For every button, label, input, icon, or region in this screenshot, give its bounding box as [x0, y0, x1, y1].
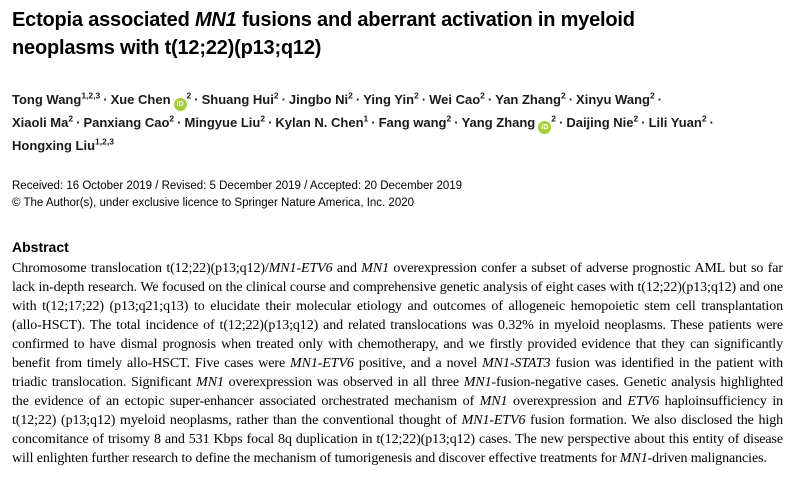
author [184, 115, 265, 130]
author [379, 115, 452, 130]
author-affiliation-sup: 2 [649, 90, 655, 101]
author-affiliation-sup: 1,2,3 [81, 90, 101, 101]
author-separator: · [76, 115, 81, 130]
author-name: Mingyue Liu [184, 115, 261, 130]
author-separator: · [355, 92, 361, 107]
author-affiliation-sup: 2 [560, 90, 566, 101]
history-line: Received: 16 October 2019 / Revised: 5 December 2019 / Accepted: 20 December 2019 [12, 180, 463, 192]
author-name: Xinyu Wang [576, 92, 650, 107]
author-separator: · [103, 92, 108, 107]
abstract-text: Chromosome translocation t(12;22)(p13;q12)/MN1-ETV6 and MN1 overexpression confer a subset of adverse prognostic AML but so far lack in-depth research. We focused on the clinical course and comprehensive genetic analysis of eight cases with t(12;22)(p13;q12) and one with t(12;17;22) (p13;q21;q13) to elucidate their molecular etiology and outcomes of allogeneic hemopoietic stem cell transplantation (allo-HSCT). The total incidence of t(12;22)(p13;q12) and related translocations was 0.32% in myeloid neoplasms. These patients were confirmed to have dismal prognosis when treated only with chemotherapy, and we firstly provided evidence that they can significantly benefit from timely allo-HSCT. Five cases were MN1-ETV6 positive, and a novel MN1-STAT3 fusion was identified in the patient with triadic translocation. Significant MN1 overexpression was observed in all three MN1-fusion-negative cases. Genetic analysis highlighted the evidence of an ectopic super-enhancer associated orchestrated mechanism of MN1 overexpression and ETV6 haploinsufficiency in t(12;22) (p13;q12) myeloid neoplasms, rather than the conventional thought of MN1-ETV6 fusion formation. We also disclosed the high concomitance of trisomy 8 and 531 Kbps focal 8q duplication in t(12;22)(p13;q12) cases. The new perspective about this entity of disease will enlighten further research to define the mechanism of tumorigenesis and discover effective treatments for MN1-driven malignancies. [12, 261, 784, 466]
author-name: Yan Zhang [495, 92, 561, 107]
author [429, 92, 485, 107]
author [12, 115, 73, 130]
author-affiliation-sup: 1,2,3 [95, 136, 114, 147]
author-affiliation-sup: 2 [68, 113, 74, 124]
abstract-heading: Abstract [12, 239, 69, 255]
author-affiliation-sup: 2 [186, 90, 192, 101]
author-separator: · [568, 92, 574, 107]
author [275, 115, 368, 130]
author-affiliation-sup: 2 [480, 90, 485, 101]
author-name: Fang wang [378, 115, 447, 130]
author-name: Lili Yuan [648, 115, 702, 130]
author-name: Panxiang Cao [83, 115, 170, 130]
author-separator: · [194, 92, 199, 107]
author [12, 92, 100, 107]
author-list [12, 88, 783, 157]
author-affiliation-sup: 2 [169, 113, 175, 124]
orcid-icon[interactable]: iD [538, 121, 551, 134]
author-separator: · [709, 115, 714, 130]
author-separator: · [268, 115, 273, 130]
author-name: Xue Chen [110, 92, 171, 107]
author-name: Kylan N. Chen [275, 115, 364, 130]
author-affiliation-sup: 1 [363, 113, 369, 124]
author-separator: · [454, 115, 459, 130]
author-separator: · [421, 92, 427, 107]
copyright-line: © The Author(s), under exclusive licence to Springer Nature America, Inc. 2020 [12, 197, 415, 209]
author-separator: · [487, 92, 493, 107]
author-separator: · [281, 92, 286, 107]
author [111, 92, 192, 107]
author-separator: · [641, 115, 646, 130]
author-affiliation-sup: 2 [551, 113, 556, 124]
author-name: Wei Cao [429, 92, 481, 107]
author-affiliation-sup: 2 [446, 113, 452, 124]
author [462, 115, 556, 130]
author-name: Ying Yin [363, 92, 415, 107]
author-name: Jingbo Ni [288, 92, 349, 107]
author-separator: · [371, 115, 376, 130]
author-name: Daijing Nie [566, 115, 634, 130]
author-affiliation-sup: 2 [633, 113, 639, 124]
author-name: Xiaoli Ma [12, 115, 69, 130]
author-separator: · [657, 92, 663, 107]
paper-title: Ectopia associated MN1 fusions and aberrant activation in myeloid neoplasms with t(12;22)(p13;q12) [12, 9, 635, 59]
author-affiliation-sup: 2 [414, 90, 419, 101]
author-separator: · [177, 115, 182, 130]
author-affiliation-sup: 2 [273, 90, 279, 101]
author-name: Hongxing Liu [12, 138, 96, 153]
author [363, 92, 419, 107]
author [289, 92, 353, 107]
author-affiliation-sup: 2 [701, 113, 707, 124]
author [649, 115, 707, 130]
author-name: Yang Zhang [461, 115, 536, 130]
author [495, 92, 565, 107]
author-affiliation-sup: 2 [348, 90, 353, 101]
orcid-icon[interactable]: iD [174, 98, 187, 111]
author [12, 138, 114, 153]
author [566, 115, 638, 130]
author [576, 92, 655, 107]
author-name: Tong Wang [12, 92, 82, 107]
author [202, 92, 279, 107]
author-name: Shuang Hui [201, 92, 274, 107]
author [83, 115, 174, 130]
author-separator: · [558, 115, 564, 130]
author-affiliation-sup: 2 [260, 113, 266, 124]
